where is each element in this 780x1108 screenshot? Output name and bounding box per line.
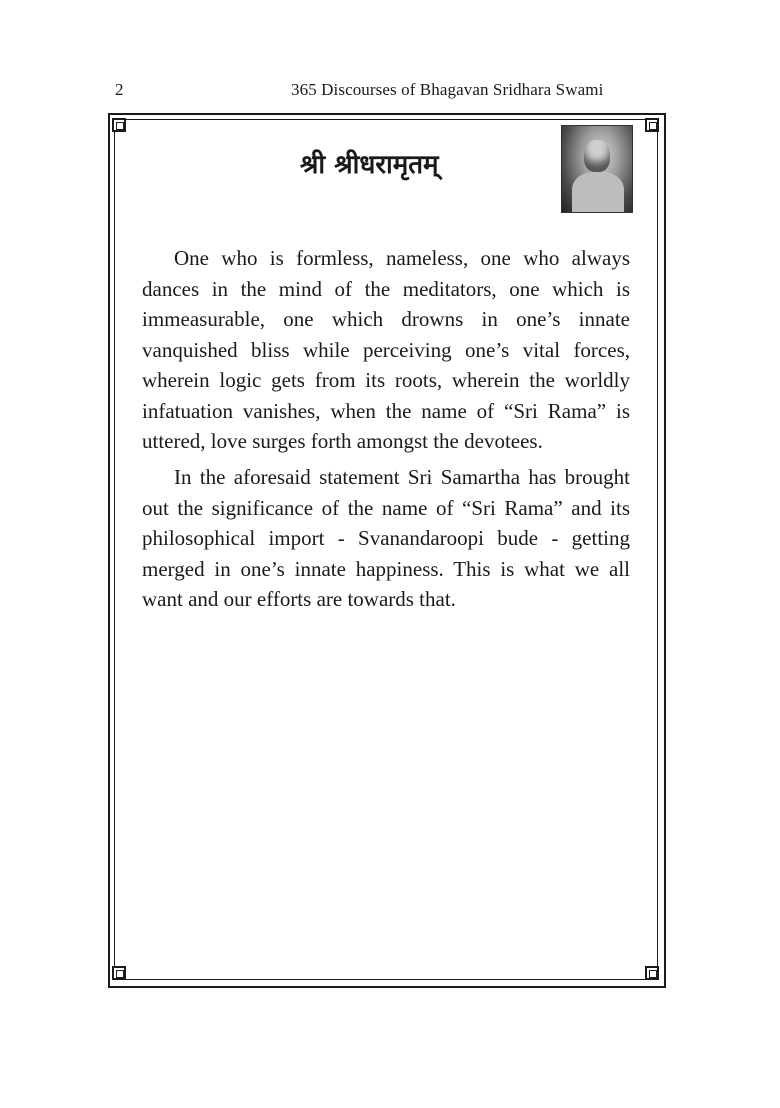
paragraph-2: In the aforesaid statement Sri Samartha has brought out the significance of the name of “Sri Rama” and its philosophical import - Svanandaroopi bude - getting merged in one’s innate happiness. This is what we all want and our efforts are towards that.	[142, 465, 630, 611]
corner-ornament-icon	[112, 118, 126, 132]
corner-ornament-icon	[112, 966, 126, 980]
corner-ornament-icon	[645, 966, 659, 980]
corner-ornament-icon	[645, 118, 659, 132]
page-number: 2	[115, 80, 124, 99]
portrait-body	[572, 172, 624, 213]
sanskrit-heading: श्री श्रीधरामृतम्	[300, 150, 439, 180]
portrait-face	[584, 140, 610, 172]
running-title: 365 Discourses of Bhagavan Sridhara Swami	[291, 80, 604, 99]
paragraph-1: One who is formless, nameless, one who always dances in the mind of the meditators, one which is immeasurable, one which drowns in one’s innate vanquished bliss while perceiving one’s vital forces, wherein logic gets from its roots, wherein the worldly infatuation vanishes, when the name of “Sri Rama” is uttered, love surges forth amongst the devotees.	[142, 246, 630, 453]
portrait-photo	[561, 125, 633, 213]
